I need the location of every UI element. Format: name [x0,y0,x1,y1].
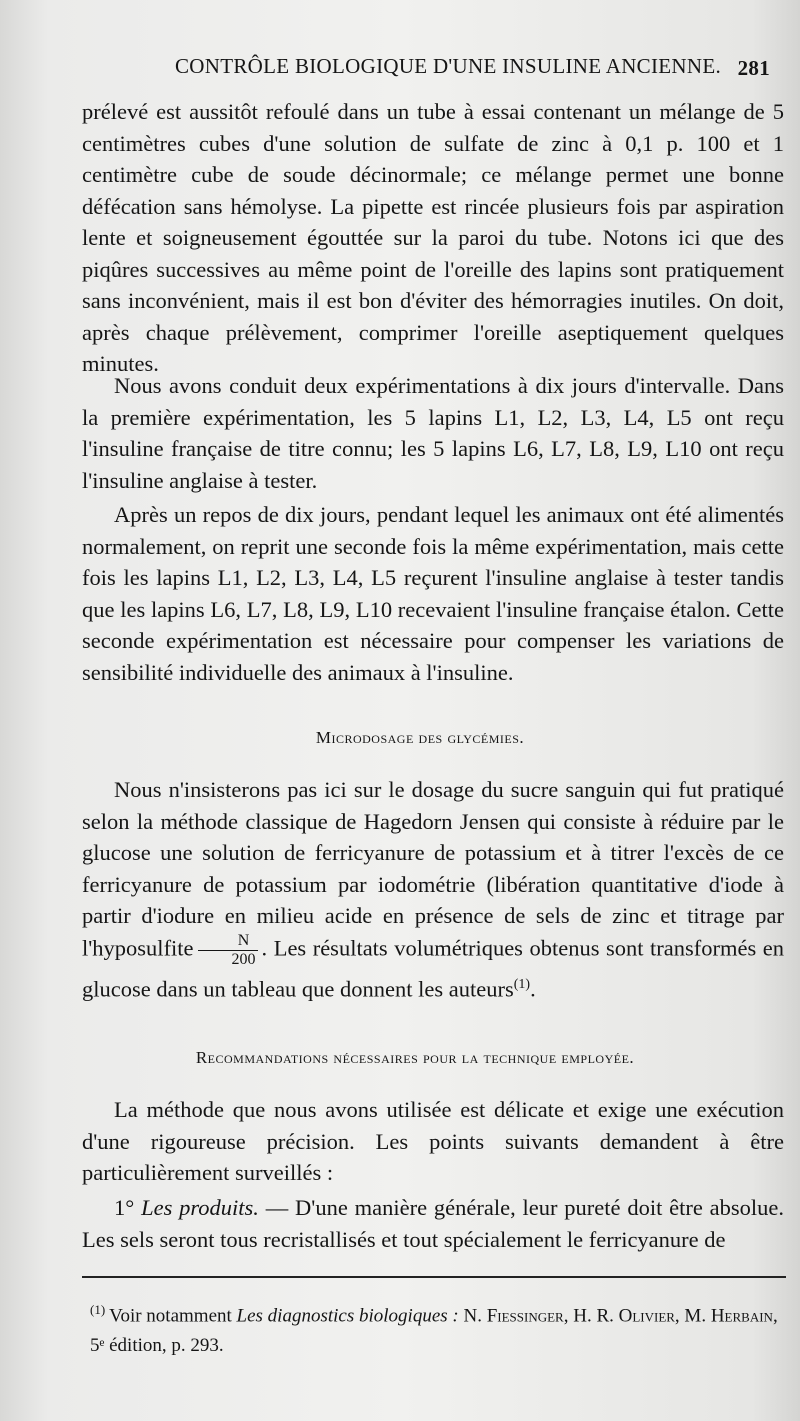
footnote-mark: (1) [90,1302,106,1317]
item-marker: 1° [114,1195,142,1220]
paragraph-text: prélevé est aussitôt refoulé dans un tube à essai contenant un mélange de 5 centimètres cubes d'une solution de sulfate de zinc à 0,1 p. 100 et 1 centimètre cube de soude décinormale; ce mélange permet une bonne défécation sans hémolyse. La pipette est rincée plusieurs fois par aspiration lente et soigneusement égouttée sur la paroi du tube. Notons ici que des piqûres successives au même point de l'oreille des lapins sont pratiquement sans inconvénient, mais il est bon d'éviter des hémorragies inutiles. On doit, après chaque prélèvement, comprimer l'oreille aseptiquement quelques minutes. [82,99,784,376]
paragraph-text: Après un repos de dix jours, pendant lequel les animaux ont été alimentés normalement, on reprit une seconde fois la même expérimentation, mais cette fois les lapins L1, L2, L3, L4, L5 reçurent l'insuline anglaise à tester tandis que les lapins L6, L7, L8, L9, L10 recevaient l'insuline française étalon. Cette seconde expérimentation est nécessaire pour compenser les variations de sensibilité individuelle des animaux à l'insuline. [82,502,784,685]
paragraph-text [82,1192,784,1255]
page-number: 281 [737,56,770,80]
text-before-fraction: Nous n'insisterons pas ici sur le dosage du sucre sanguin qui fut pratiqué selon la méthode classique de Hagedorn Jensen qui consiste à réduire par le glucose une solution de ferricyanure de potassium et à titrer l'excès de ce ferricyanure de potassium par iodométrie (libération quantitative d'iode à partir d'iodure en milieu acide en présence de sels de zinc et titrage par l'hyposulfite [82,777,784,961]
footnote-edition: 5ᵉ édition, p. 293. [90,1335,224,1357]
footnote-lead: Voir notamment [109,1305,237,1327]
section-heading-recommendations: Recommandations nécessaires pour la technique employée. [195,1048,635,1067]
paragraph-text: La méthode que nous avons utilisée est délicate et exige une exécution d'une rigoureuse précision. Les points suivants demandent à être particulièrement surveillés : [82,1097,784,1185]
footnote [90,1295,790,1361]
item-heading: Les produits. [141,1195,259,1220]
section-heading-microdosage: Microdosage des glycémies. [315,728,525,747]
paragraph-glycemia-method [82,774,784,1005]
running-title: CONTRÔLE BIOLOGIQUE D'UNE INSULINE ANCIENNE. [175,54,722,78]
fraction-n-over-200 [198,932,258,969]
paragraph-text: Nous avons conduit deux expérimentations à dix jours d'intervalle. Dans la première expérimentation, les 5 lapins L1, L2, L3, L4, L5 ont reçu l'insuline française de titre connu; les 5 lapins L6, L7, L8, L9, L10 ont reçu l'insuline anglaise à tester. [82,373,784,493]
footnote-reference: (1) [513,976,531,992]
paragraph-sampling [82,96,784,380]
page-header [80,54,770,84]
footnote-divider [82,1276,786,1278]
text-after-fraction: . Les résultats volumétriques obtenus sont transformés en glucose dans un tableau que donnent les auteurs [82,935,784,1001]
fraction-denominator: 200 [231,950,256,968]
footnote-authors: N. Fiessinger, H. R. Olivier, M. Herbain, [458,1305,778,1327]
fraction-numerator: N [198,932,258,951]
paragraph-second-experiment [82,499,784,688]
footnote-work-title: Les diagnostics biologiques : [236,1305,459,1327]
paragraph-products [82,1192,784,1255]
item-text: — D'une manière générale, leur pureté doit être absolue. Les sels seront tous recristallisés et tout spécialement le ferricyanure de [82,1195,785,1252]
paragraph-recommendations [82,1094,784,1189]
paragraph-text [82,774,784,1005]
paragraph-end: . [530,976,536,1001]
paragraph-experiments [82,370,784,496]
